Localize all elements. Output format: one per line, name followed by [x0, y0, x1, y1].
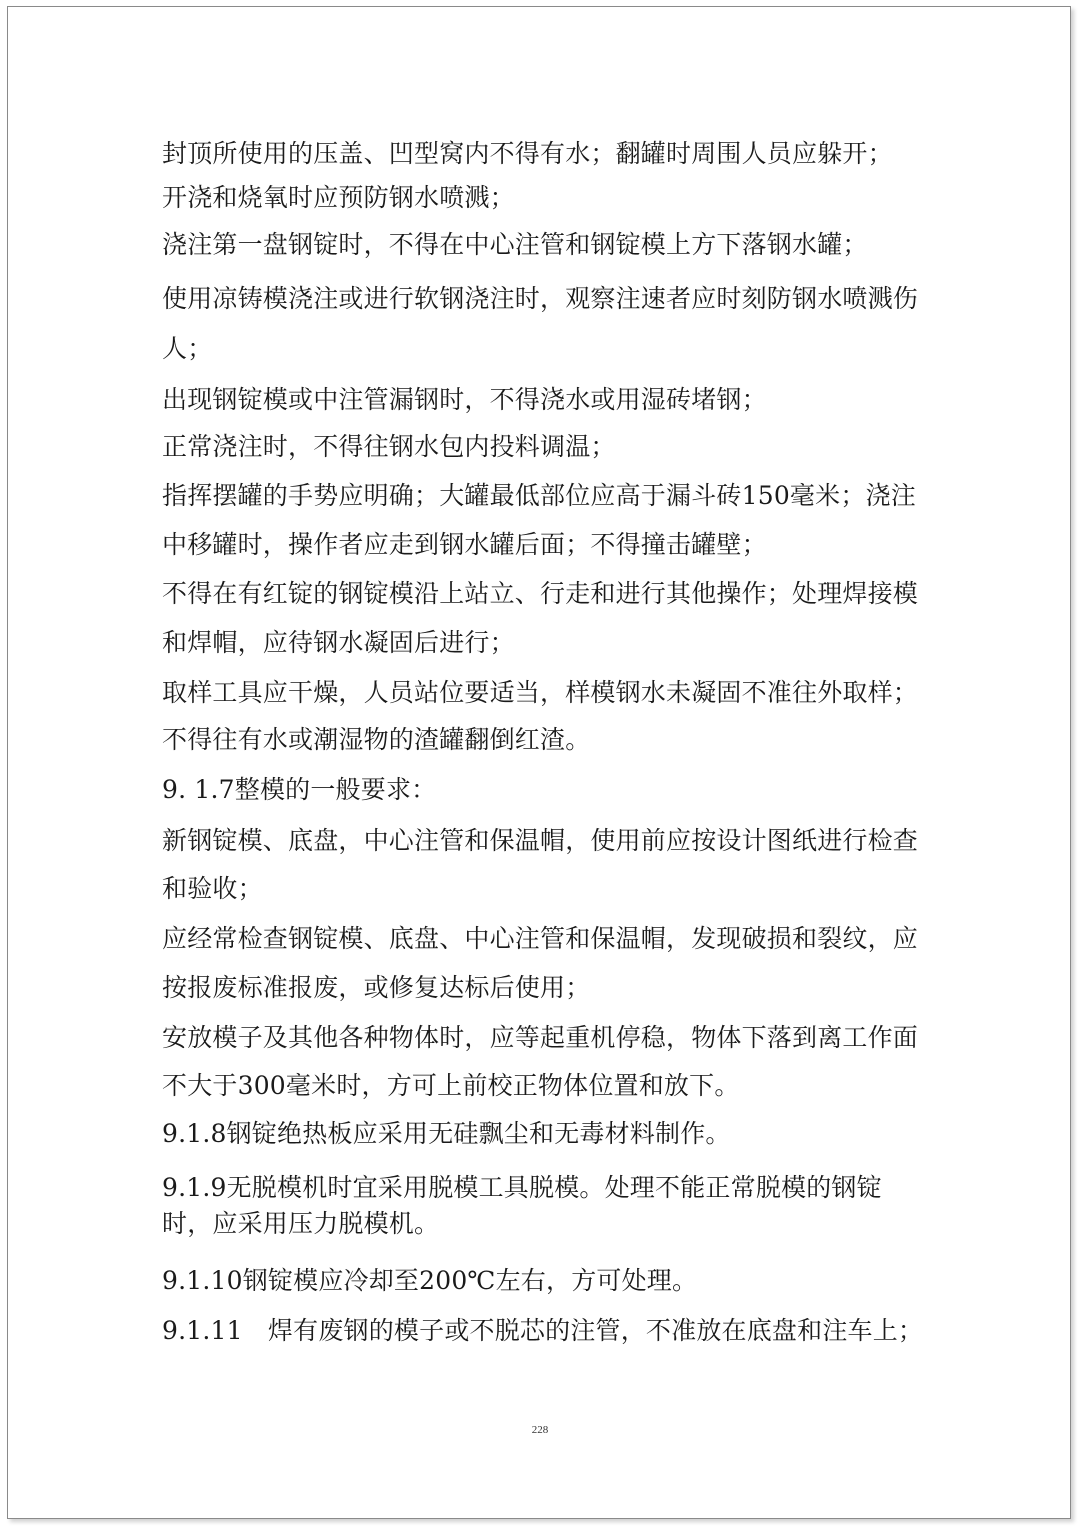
text-line: 新钢锭模、底盘，中心注管和保温帽，使用前应按设计图纸进行检查 [162, 826, 919, 855]
section-heading: 9.1.10钢锭模应冷却至200℃左右，方可处理。 [162, 1266, 698, 1295]
text-line: 浇注第一盘钢锭时，不得在中心注管和钢锭模上方下落钢水罐； [162, 230, 868, 259]
section-heading: 9. 1.7整模的一般要求： [162, 775, 437, 804]
section-heading: 9.1.9无脱模机时宜采用脱模工具脱模。处理不能正常脱模的钢锭 [162, 1173, 882, 1202]
text-line: 中移罐时，操作者应走到钢水罐后面；不得撞击罐壁； [162, 530, 767, 559]
section-heading: 9.1.8钢锭绝热板应采用无硅飘尘和无毒材料制作。 [162, 1119, 731, 1148]
text-line: 出现钢锭模或中注管漏钢时，不得浇水或用湿砖堵钢； [162, 385, 767, 414]
text-line: 不得在有红锭的钢锭模沿上站立、行走和进行其他操作；处理焊接模 [162, 579, 919, 608]
text-line: 指挥摆罐的手势应明确；大罐最低部位应高于漏斗砖150毫米；浇注 [162, 481, 916, 510]
text-line: 不得往有水或潮湿物的渣罐翻倒红渣。 [162, 725, 591, 754]
text-line: 按报废标准报废，或修复达标后使用； [162, 973, 591, 1002]
text-line: 应经常检查钢锭模、底盘、中心注管和保温帽，发现破损和裂纹，应 [162, 924, 919, 953]
text-line: 封顶所使用的压盖、凹型窝内不得有水；翻罐时周围人员应躲开； [162, 139, 893, 168]
text-line: 和验收； [162, 874, 263, 903]
text-line: 人； [162, 334, 213, 363]
text-line: 安放模子及其他各种物体时，应等起重机停稳，物体下落到离工作面 [162, 1023, 919, 1052]
text-line: 使用凉铸模浇注或进行软钢浇注时，观察注速者应时刻防钢水喷溅伤 [162, 284, 919, 313]
text-line: 不大于300毫米时，方可上前校正物体位置和放下。 [162, 1071, 740, 1100]
text-line: 开浇和烧氧时应预防钢水喷溅； [162, 183, 515, 212]
text-line: 时，应采用压力脱模机。 [162, 1209, 440, 1238]
page-number: 228 [531, 1424, 549, 1436]
text-line: 和焊帽，应待钢水凝固后进行； [162, 628, 515, 657]
section-heading: 9.1.11 焊有废钢的模子或不脱芯的注管，不准放在底盘和注车上； [162, 1316, 924, 1345]
text-line: 取样工具应干燥，人员站位要适当，样模钢水未凝固不准往外取样； [162, 678, 919, 707]
text-line: 正常浇注时，不得往钢水包内投料调温； [162, 432, 616, 461]
